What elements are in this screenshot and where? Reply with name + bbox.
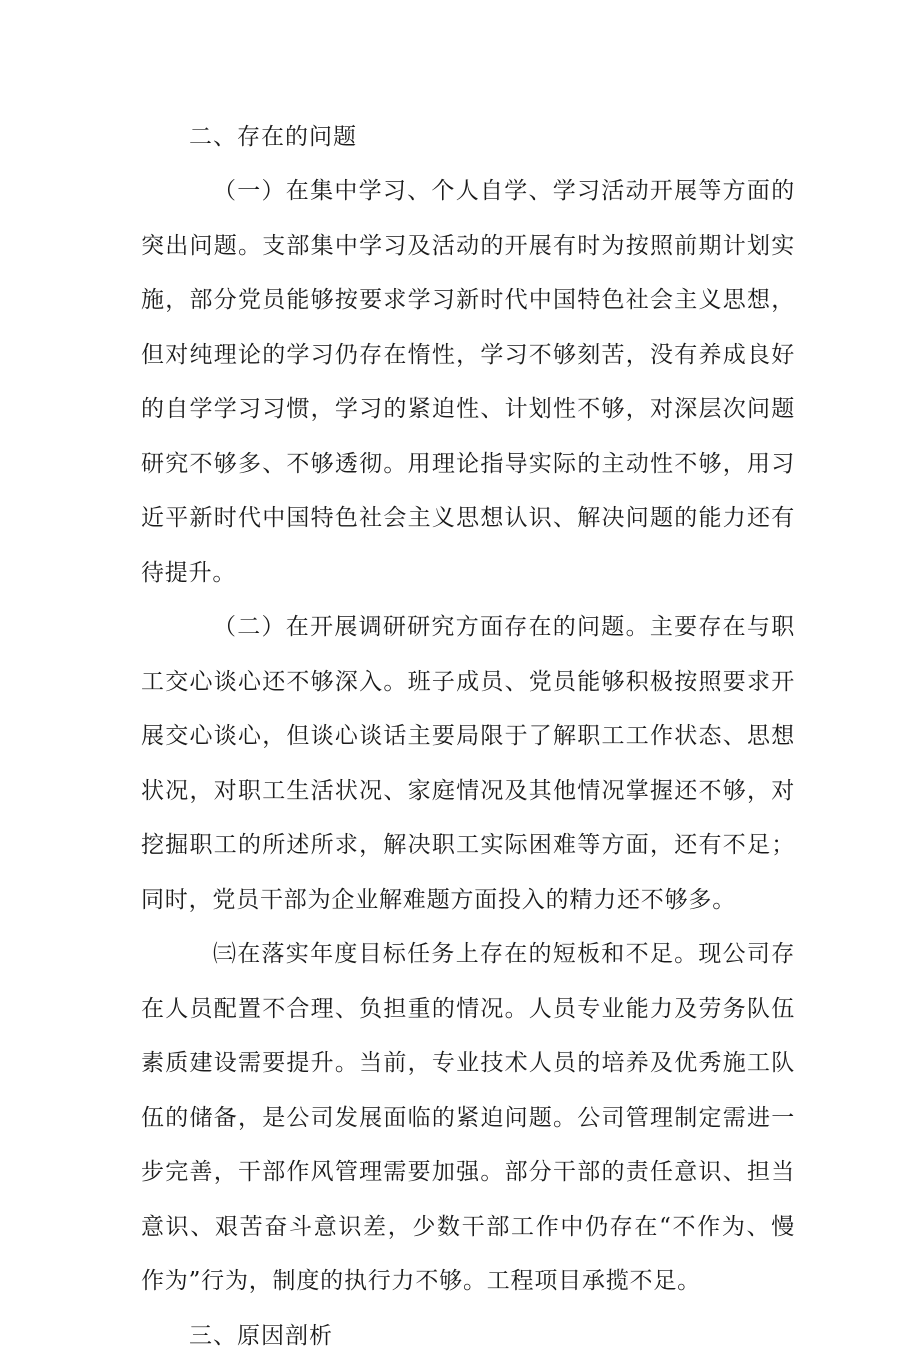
paragraph-annual-goals-issues: ㈢在落实年度目标任务上存在的短板和不足。现公司存在人员配置不合理、负担重的情况。人员专业能力及劳务队伍素质建设需要提升。当前，专业技术人员的培养及优秀施工队伍的储备，是公司发展面临的紧迫问题。公司管理制定需进一步完善，干部作风管理需要加强。部分干部的责任意识、担当意识、艰苦奋斗意识差，少数干部工作中仍存在“不作为、慢作为”行为，制度的执行力不够。工程项目承揽不足。 <box>141 941 795 1294</box>
paragraph-research-issues: （二）在开展调研研究方面存在的问题。主要存在与职工交心谈心还不够深入。班子成员、党员能够积极按照要求开展交心谈心，但谈心谈话主要局限于了解职工工作状态、思想状况，对职工生活状况、家庭情况及其他情况掌握还不够，对挖掘职工的所述所求，解决职工实际困难等方面，还有不足；同时，党员干部为企业解难题方面投入的精力还不够多。 <box>141 614 795 913</box>
paragraph-study-issues: （一）在集中学习、个人自学、学习活动开展等方面的突出问题。支部集中学习及活动的开展有时为按照前期计划实施，部分党员能够按要求学习新时代中国特色社会主义思想，但对纯理论的学习仍存在惰性，学习不够刻苦，没有养成良好的自学学习习惯，学习的紧迫性、计划性不够，对深层次问题研究不够多、不够透彻。用理论指导实际的主动性不够，用习近平新时代中国特色社会主义思想认识、解决问题的能力还有待提升。 <box>141 178 795 586</box>
section-heading-cause-analysis: 三、原因剖析 <box>189 1322 333 1349</box>
section-heading-problems: 二、存在的问题 <box>189 124 357 150</box>
document-body <box>141 110 795 1363</box>
